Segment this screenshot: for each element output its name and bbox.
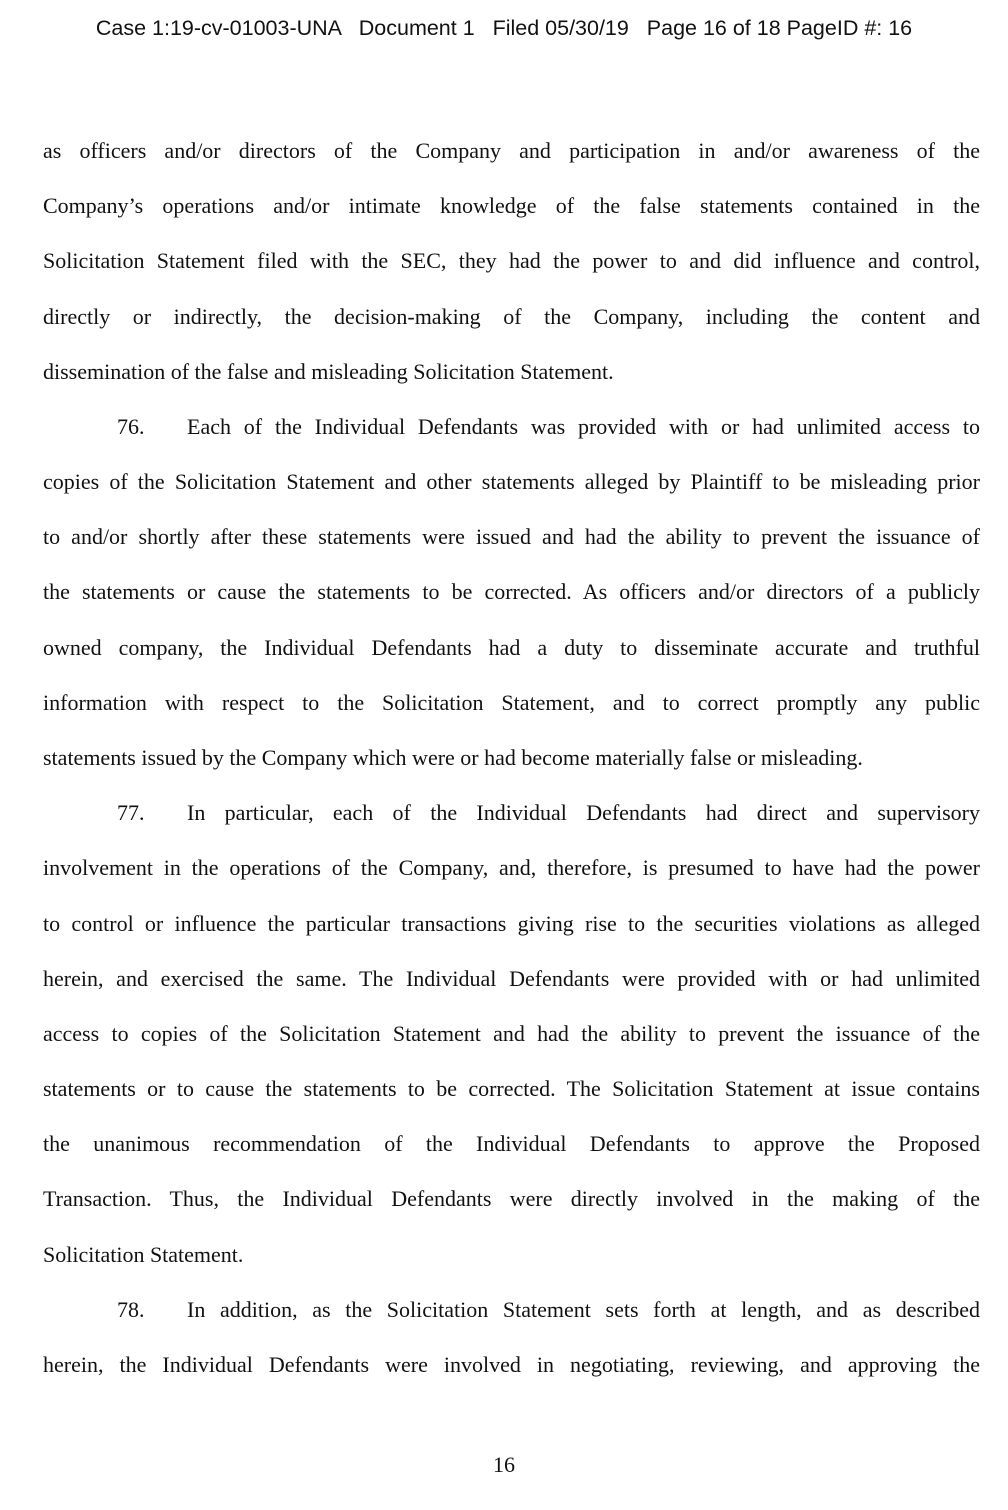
text-line: access to copies of the Solicitation Statement and had the ability to prevent the issuance of the — [43, 1020, 980, 1046]
text-line: Solicitation Statement. — [43, 1241, 244, 1267]
text-line: to and/or shortly after these statements were issued and had the ability to prevent the issuance of — [43, 524, 980, 550]
text-line: to control or influence the particular transactions giving rise to the securities violations as alleged — [43, 910, 980, 936]
text-line: Company’s operations and/or intimate knowledge of the false statements contained in the — [43, 193, 980, 219]
text-line: Transaction. Thus, the Individual Defendants were directly involved in the making of the — [43, 1186, 980, 1212]
text-line: statements issued by the Company which were or had become materially false or misleading. — [43, 744, 863, 770]
line-text: In addition, as the Solicitation Statement sets forth at length, and as described — [187, 1296, 980, 1322]
paragraph-number: 76. — [117, 413, 145, 439]
text-line: as officers and/or directors of the Company and participation in and/or awareness of the — [43, 138, 980, 163]
line-text: In particular, each of the Individual Defendants had direct and supervisory — [187, 800, 980, 826]
text-line: directly or indirectly, the decision-making of the Company, including the content and — [43, 303, 980, 329]
text-line: herein, and exercised the same. The Individual Defendants were provided with or had unlimited — [43, 965, 980, 991]
text-line: Solicitation Statement filed with the SEC, they had the power to and did influence and control, — [43, 248, 980, 274]
case-header: Case 1:19-cv-01003-UNA Document 1 Filed 05/30/19 Page 16 of 18 PageID #: 16 — [95, 16, 913, 40]
paragraph-number: 77. — [117, 800, 145, 826]
text-line: dissemination of the false and misleading Solicitation Statement. — [43, 358, 614, 384]
paragraph-number: 78. — [117, 1296, 145, 1322]
text-line — [43, 800, 980, 826]
text-line — [43, 1297, 980, 1323]
text-line: information with respect to the Solicitation Statement, and to correct promptly any public — [43, 689, 980, 715]
text-line: owned company, the Individual Defendants had a duty to disseminate accurate and truthful — [43, 634, 980, 660]
text-line: herein, the Individual Defendants were involved in negotiating, reviewing, and approving the — [43, 1351, 980, 1377]
text-line: the statements or cause the statements to be corrected. As officers and/or directors of a publicly — [43, 579, 980, 605]
text-line: involvement in the operations of the Company, and, therefore, is presumed to have had the power — [43, 855, 980, 881]
page-number: 16 — [493, 1452, 515, 1477]
text-line — [43, 414, 980, 440]
text-line: copies of the Solicitation Statement and other statements alleged by Plaintiff to be misleading prior — [43, 469, 980, 495]
text-line: statements or to cause the statements to be corrected. The Solicitation Statement at issue contains — [43, 1076, 980, 1102]
text-line: the unanimous recommendation of the Individual Defendants to approve the Proposed — [43, 1131, 980, 1157]
line-text: Each of the Individual Defendants was provided with or had unlimited access to — [187, 413, 980, 439]
